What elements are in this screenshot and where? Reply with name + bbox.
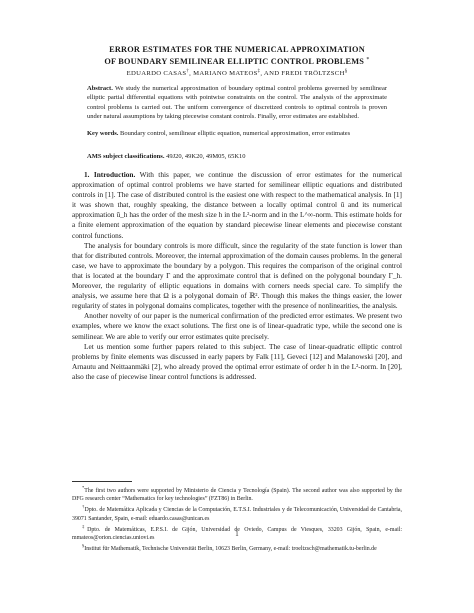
abstract xyxy=(87,84,387,121)
footnote-text: Institut für Mathematik, Technische Universität Berlin, 10623 Berlin, Germany, e-mail: troeltzsch@mathematik.tu-berlin.de xyxy=(84,546,377,553)
footnote-text: The first two authors were supported by Ministerio de Ciencia y Tecnología (Spain). The second author was also supported by the DFG research center “Mathematics for key technologies” (FZT86) in Berlin. xyxy=(72,487,402,503)
title-footnote-mark: * xyxy=(366,57,370,63)
author-mark: ‡ xyxy=(257,69,261,74)
page-number: 1 xyxy=(235,531,239,538)
body-paragraph: The analysis for boundary controls is more difficult, since the regularity of the state function is lower than that for distributed controls. Moreover, the internal approximation of the domain causes problems. In the general case, we have to approximate the boundary by a polygon. This requires the comparison of the original control that is located at the boundary Γ and the approximate control that is defined on the polygonal boundary Γ_h. Moreover, the regularity of elliptic equations in domains with corners needs special care. To simplify the analysis, we assume here that Ω is a polygonal domain of ℝ². Though this makes the things easier, the lower regularity of states in polygonal domains complicates, together with the presence of nonlinearities, the analysis. xyxy=(72,240,402,311)
title-line-2-text: OF BOUNDARY SEMILINEAR ELLIPTIC CONTROL PROBLEMS xyxy=(104,57,365,66)
footnotes xyxy=(72,484,402,553)
footnote-text: Dpto. de Matemáticas, E.P.S.I. de Gijón, Universidad de Oviedo, Campus de Viesques, 33203 Gijón, Spain, e-mail: mmateos@orion.ciencias.uniovi.es xyxy=(72,526,402,541)
paper-title xyxy=(72,44,402,67)
footnote xyxy=(72,542,402,553)
footnote-mark: ‡ xyxy=(82,523,88,529)
author-separator: , xyxy=(189,70,194,78)
introduction-section xyxy=(72,170,402,382)
keywords xyxy=(87,129,387,138)
author-name: EDUARDO CASAS xyxy=(126,70,187,78)
author-name: MARIANO MATEOS xyxy=(193,70,258,78)
author-mark: § xyxy=(344,69,348,74)
body-paragraph xyxy=(72,170,402,241)
author-mark: † xyxy=(186,69,190,74)
paragraph-text: With this paper, we continue the discussion of error estimates for the numerical approximation of optimal control problems we have started for semilinear elliptic equations and distributed controls in [1]. The case of distributed control is the easiest one with respect to the mathematical analysis. In [1] it was shown that, roughly speaking, the distance between a locally optimal control ū and its numerical approximation ū_h has the order of the mesh size h in the L²-norm and in the L^∞-norm. This estimate holds for a finite element approximation of the equation by standard piecewise linear elements and piecewise constant control functions. xyxy=(72,170,402,240)
footnote-mark: † xyxy=(82,504,85,510)
author-separator: , AND xyxy=(260,70,282,78)
ams-label: AMS subject classifications. xyxy=(87,153,165,160)
abstract-label: Abstract. xyxy=(87,85,113,92)
footnote-rule xyxy=(72,481,132,482)
footnote-mark: § xyxy=(82,543,85,549)
section-heading: 1. Introduction. xyxy=(84,170,136,179)
ams-classification xyxy=(87,152,387,161)
footnote-mark: * xyxy=(82,485,85,490)
footnote xyxy=(72,503,402,522)
title-line-1: ERROR ESTIMATES FOR THE NUMERICAL APPROXIMATION xyxy=(109,45,365,54)
footnote-text: Dpto. de Matemática Aplicada y Ciencias de la Computación, E.T.S.I. Industriales y de Telecomunicación, Universidad de Cantabria, 39071 Santander, Spain, e-mail: eduardo.casas@unican.es xyxy=(72,507,402,522)
title-line-2 xyxy=(72,55,402,67)
author-list xyxy=(72,69,402,77)
keywords-text: Boundary control, semilinear elliptic equation, numerical approximation, error estimates xyxy=(120,130,351,137)
abstract-text: We study the numerical approximation of boundary optimal control problems governed by semilinear elliptic partial differential equations with pointwise constraints on the control. The analysis of the approximate control problems is carried out. The uniform convergence of discretized controls to optimal controls is proven under natural assumptions by taking piecewise constant controls. Finally, error estimates are established. xyxy=(87,85,387,120)
body-paragraph: Let us mention some further papers related to this subject. The case of linear-quadratic elliptic control problems by finite elements was discussed in early papers by Falk [11], Geveci [12] and Malanowski [20], and Arnautu and Neittaanmäki [2], who already proved the optimal error estimate of order h in the L²-norm. In [20], also the case of piecewise linear control functions is addressed. xyxy=(72,341,402,381)
footnote xyxy=(72,484,402,503)
body-paragraph: Another novelty of our paper is the numerical confirmation of the predicted error estimates. We present two examples, where we know the exact solutions. The first one is of linear-quadratic type, while the second one is semilinear. We are able to verify our error estimates quite precisely. xyxy=(72,311,402,341)
ams-text: 49J20, 49K20, 49M05, 65K10 xyxy=(166,153,246,160)
keywords-label: Key words. xyxy=(87,130,119,137)
author-name: FREDI TRÖLTZSCH xyxy=(281,70,345,78)
